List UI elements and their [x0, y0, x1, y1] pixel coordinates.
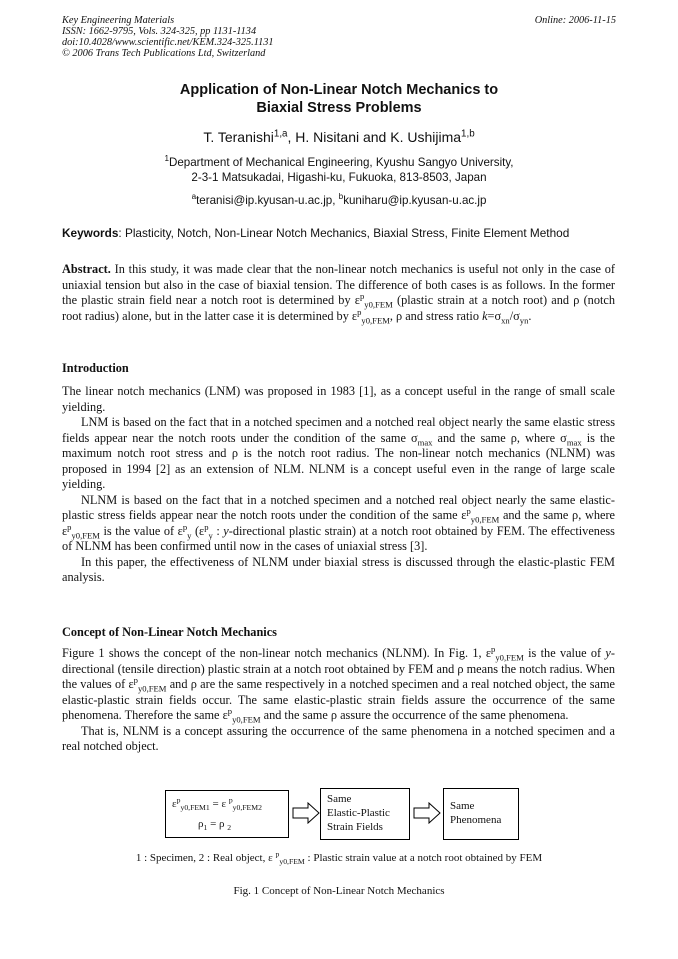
- email-b-sup: b: [338, 192, 344, 202]
- sym-p: p: [491, 643, 496, 654]
- email-a-sup: a: [191, 192, 197, 202]
- strain-fields-box: [320, 788, 410, 840]
- strain-box-line-1: Same: [327, 793, 352, 805]
- sym-y: y: [208, 529, 213, 540]
- phenomena-box: [443, 788, 519, 840]
- title-line-1: Application of Non-Linear Notch Mechanics to: [179, 82, 499, 98]
- sub-fem2: y0,FEM2: [232, 803, 262, 813]
- affil-line-2: 2-3-1 Matsukadai, Higashi-ku, Fukuoka, 813-8503, Japan: [191, 171, 487, 184]
- intro-p2a: LNM is based on the fact that in a notched specimen and a notched real object nearly the same elastic stress fields appear near the notch roots under the condition of the same σ: [62, 415, 615, 445]
- keywords-label: Keywords: [62, 226, 119, 240]
- sym-p: p: [67, 521, 72, 532]
- affil-sup: 1: [164, 154, 169, 164]
- sub-fem1: y0,FEM1: [180, 803, 210, 813]
- abstract-text-7: .: [528, 308, 532, 323]
- epsilon-symbol: ε: [172, 798, 177, 810]
- rho-symbol: ρ: [198, 818, 204, 830]
- abstract-label: Abstract.: [62, 262, 111, 276]
- sym-p: p: [204, 521, 209, 532]
- figure-1: [0, 780, 678, 900]
- sym-max: max: [566, 436, 582, 447]
- rho-sub-1: 1: [203, 823, 208, 833]
- equals-eps: = ε: [209, 798, 229, 810]
- journal-header: [62, 15, 616, 59]
- concept-p1b: is the value of: [523, 646, 606, 660]
- online-date: Online: 2006-11-15: [534, 15, 616, 26]
- concept-para-2: That is, NLNM is a concept assuring the occurrence of the same phenomena in a notched specimen and a real notched object.: [62, 723, 615, 753]
- intro-p3b: and the same ρ, where ε: [62, 508, 616, 538]
- arrow-right-icon: [292, 802, 320, 824]
- intro-para-1: The linear notch mechanics (LNM) was proposed in 1983 [1], as a concept useful in the range of small scale yielding.: [62, 384, 615, 414]
- introduction-body: [62, 384, 615, 586]
- concept-para-1: [62, 643, 615, 725]
- sym-y0fem: y0,FEM: [137, 683, 167, 694]
- figure-note: [0, 849, 678, 867]
- paper-title: [0, 82, 678, 117]
- equals-rho: = ρ: [207, 818, 228, 830]
- strain-box-line-2: Elastic-Plastic: [327, 807, 390, 819]
- copyright-line: © 2006 Trans Tech Publications Ltd, Switzerland: [62, 48, 266, 59]
- phenomena-line-2: Phenomena: [450, 814, 502, 826]
- abstract-text-3: , ρ and stress ratio: [389, 308, 483, 323]
- intro-p3f: -directional plastic strain) at a notch root obtained by FEM. The effectiveness of NLNM has been confirmed until now in the cases of uniaxial stress [3].: [62, 523, 615, 553]
- sym-p: p: [228, 795, 233, 805]
- author-1: T. Teranishi: [203, 129, 274, 145]
- email-line: [0, 193, 678, 208]
- sym-p: p: [275, 849, 280, 859]
- sym-yn: yn: [519, 314, 529, 325]
- author-list: [0, 129, 678, 146]
- affiliation: [0, 155, 678, 185]
- sym-p: p: [133, 674, 138, 685]
- author-3-affil: 1,b: [461, 128, 475, 140]
- email-b[interactable]: kuniharu@ip.kyusan-u.ac.jp: [343, 194, 487, 207]
- intro-p3c: is the value of ε: [99, 523, 183, 538]
- concept-p1e: and the same ρ assure the occurrence of the same phenomena.: [260, 708, 569, 722]
- figure-caption: Fig. 1 Concept of Non-Linear Notch Mechanics: [233, 885, 445, 897]
- phenomena-line-1: Same: [450, 800, 475, 812]
- sym-xn: xn: [501, 314, 510, 325]
- keywords: [62, 226, 616, 241]
- sym-y: y: [187, 529, 192, 540]
- sym-p: p: [182, 521, 188, 532]
- author-2-3: , H. Nisitani and K. Ushijima: [287, 129, 462, 145]
- abstract-text-6: /σ: [509, 308, 520, 323]
- sym-p: p: [466, 505, 471, 516]
- issn-line: ISSN: 1662-9795, Vols. 324-325, pp 1131-1134: [62, 26, 257, 37]
- sym-y0fem: y0,FEM: [232, 714, 261, 725]
- intro-para-2: [62, 415, 615, 493]
- email-a[interactable]: teranisi@ip.kyusan-u.ac.jp,: [196, 194, 339, 207]
- abstract: [62, 262, 615, 324]
- concept-p1d: and ρ are the same respectively in a notched specimen and a real notched object, the same elastic-plastic strain fields occur. The same elastic-plastic strain fields assure the occurrence of the same phenomena. Therefore the same ε: [62, 677, 615, 722]
- sym-p: p: [176, 795, 181, 805]
- section-heading-concept: Concept of Non-Linear Notch Mechanics: [62, 625, 277, 639]
- doi-line: doi:10.4028/www.scientific.net/KEM.324-325.1131: [62, 37, 274, 48]
- author-1-affil: 1,a: [273, 128, 288, 140]
- sym-y0fem: y0,FEM: [279, 857, 305, 867]
- intro-p2b: and the same ρ, where σ: [432, 430, 567, 445]
- note-text-b: : Plastic strain value at a notch root obtained by FEM: [304, 852, 543, 864]
- intro-p2c: is the maximum notch root stress and ρ is the notch root radius. The non-linear notch mechanics (NLNM) was proposed in 1994 [2] as an extension of NLM. NLNM is a concept useful even in the range of large scale yielding.: [62, 430, 616, 491]
- sym-y0fem: y0,FEM: [364, 299, 393, 310]
- strain-box-line-3: Strain Fields: [327, 821, 383, 833]
- sym-p: p: [359, 290, 365, 301]
- concept-p1c: -directional (tensile direction) plastic strain at a notch root obtained by FEM and ρ means the notch radius. When the values of ε: [62, 646, 615, 691]
- sym-max: max: [417, 436, 433, 447]
- abstract-text-2: (plastic strain at a notch root) and ρ (notch root radius) alone, but in the latter case it is determined by ε: [62, 293, 616, 323]
- sym-y0fem: y0,FEM: [470, 514, 500, 525]
- sym-p: p: [357, 306, 362, 317]
- intro-para-3: [62, 493, 615, 555]
- intro-p3e: :: [212, 523, 224, 538]
- abstract-text-1: In this study, it was made clear that the non-linear notch mechanics is useful not only in the case of uniaxial tension but also in the case of biaxial tension. The difference of both cases is as follows. In the former the plastic strain field near a notch root is determined by ε: [62, 262, 615, 307]
- rho-sub-2: 2: [227, 823, 232, 833]
- sym-p: p: [227, 705, 233, 716]
- abstract-k: k: [482, 308, 488, 323]
- condition-box: [165, 790, 289, 838]
- intro-para-4: In this paper, the effectiveness of NLNM under biaxial stress is discussed through the elastic-plastic FEM analysis.: [62, 554, 615, 584]
- sym-y0fem: y0,FEM: [71, 529, 100, 540]
- intro-p3a: NLNM is based on the fact that in a notched specimen and a notched real object nearly the same elastic-plastic stress fields appear near the notch roots under the condition of the same ε: [62, 492, 615, 522]
- keywords-text: : Plasticity, Notch, Non-Linear Notch Mechanics, Biaxial Stress, Finite Element Method: [118, 226, 570, 240]
- sym-y-italic: y: [223, 523, 229, 538]
- concept-p1a: Figure 1 shows the concept of the non-linear notch mechanics (NLNM). In Fig. 1, ε: [62, 646, 492, 660]
- title-line-2: Biaxial Stress Problems: [256, 99, 422, 116]
- section-heading-introduction: Introduction: [62, 361, 129, 375]
- abstract-text-5: =σ: [487, 308, 502, 323]
- journal-name: Key Engineering Materials: [62, 15, 175, 26]
- sym-y-italic: y: [605, 646, 611, 660]
- note-text-a: 1 : Specimen, 2 : Real object, ε: [135, 852, 276, 864]
- arrow-right-icon: [413, 802, 441, 824]
- affil-line-1: Department of Mechanical Engineering, Kyushu Sangyo University,: [168, 156, 514, 169]
- intro-p3d: (ε: [191, 523, 205, 538]
- sym-y0fem: y0,FEM: [495, 652, 524, 663]
- concept-body: [62, 643, 615, 755]
- sym-y0fem: y0,FEM: [361, 314, 390, 325]
